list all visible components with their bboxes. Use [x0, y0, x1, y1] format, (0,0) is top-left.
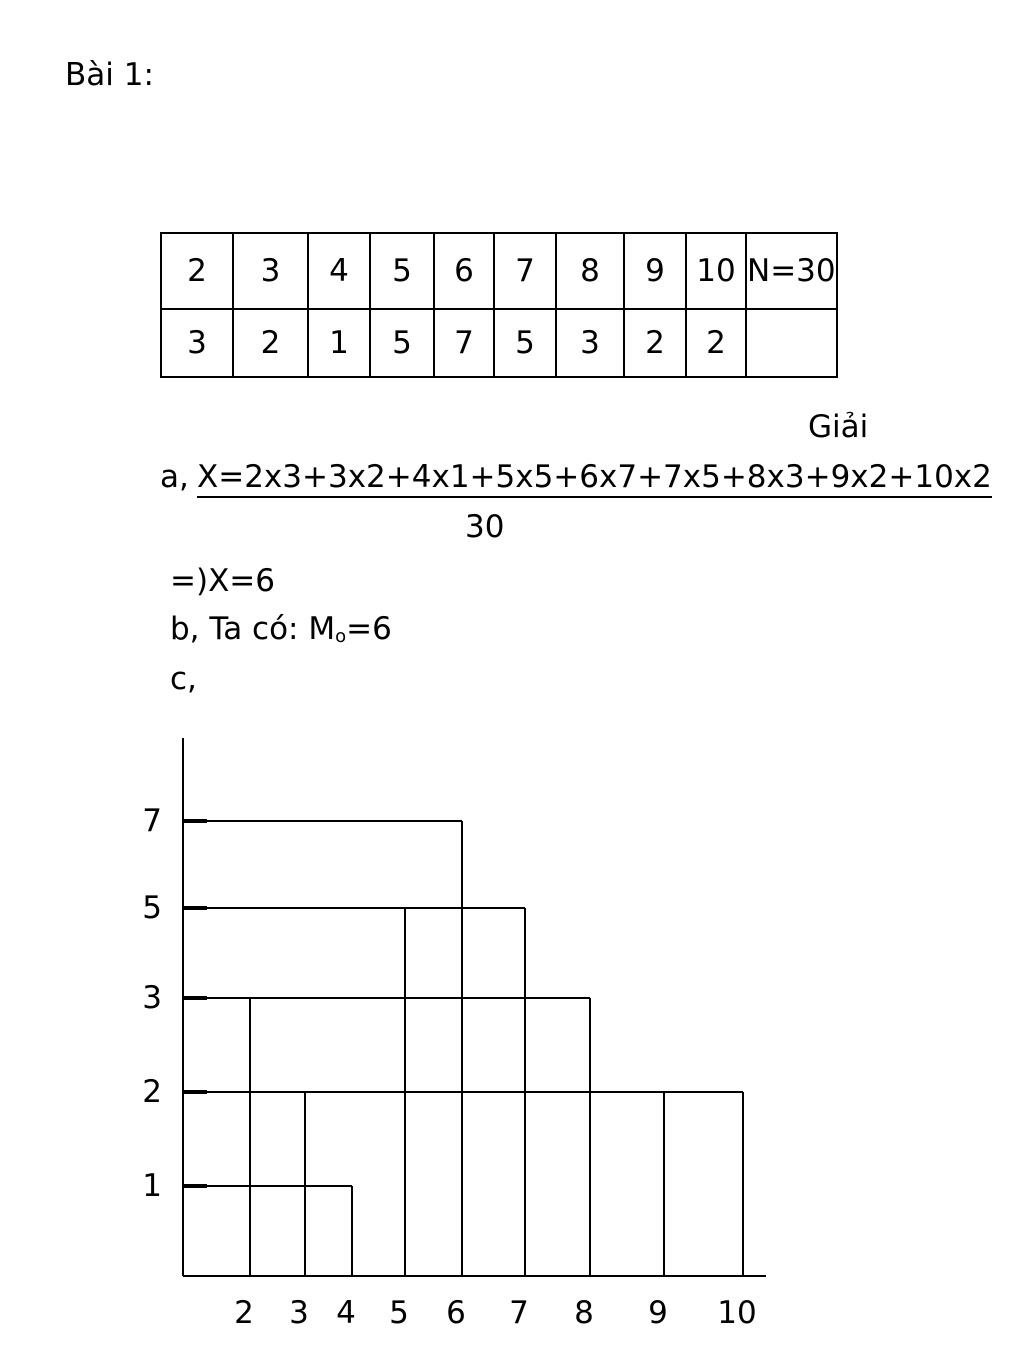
x-tick-label: 9 [648, 1295, 668, 1331]
part-a-label: a, [160, 459, 189, 495]
mean-formula-denominator: 30 [465, 509, 505, 545]
mean-result: =)X=6 [170, 563, 276, 599]
table-cell-value: 2 [161, 233, 233, 309]
table-cell-frequency: 3 [556, 309, 624, 377]
x-tick-label: 4 [336, 1295, 356, 1331]
table-cell-frequency: 3 [161, 309, 233, 377]
table-cell-value: 4 [308, 233, 370, 309]
table-cell-value: 10 [686, 233, 746, 309]
solution-heading: Giải [808, 409, 869, 445]
table-cell-value: 3 [233, 233, 308, 309]
mean-formula-numerator: X=2x3+3x2+4x1+5x5+6x7+7x5+8x3+9x2+10x2 [197, 462, 992, 498]
table-cell-value: 5 [370, 233, 434, 309]
y-tick-marks [183, 821, 207, 1186]
x-tick-labels [234, 1295, 757, 1331]
y-tick-label: 2 [142, 1074, 162, 1110]
table-cell-frequency: 1 [308, 309, 370, 377]
table-cell-frequency: 2 [233, 309, 308, 377]
x-tick-label: 5 [389, 1295, 409, 1331]
y-tick-label: 7 [142, 803, 162, 839]
table-cell-value: 9 [624, 233, 686, 309]
mode-prefix: b, Ta có: M [170, 611, 336, 647]
part-c-label: c, [170, 661, 197, 697]
table-cell-frequency: 5 [370, 309, 434, 377]
mode-suffix: =6 [346, 611, 392, 647]
table-cell-frequency: 7 [434, 309, 494, 377]
x-tick-label: 3 [289, 1295, 309, 1331]
x-tick-label: 6 [446, 1295, 466, 1331]
chart-bars [250, 821, 743, 1276]
table-cell-value: 7 [494, 233, 556, 309]
x-tick-label: 8 [574, 1295, 594, 1331]
table-cell-frequency: 5 [494, 309, 556, 377]
x-tick-label: 10 [717, 1295, 757, 1331]
mode-subscript: o [335, 626, 347, 647]
exercise-title: Bài 1: [65, 57, 154, 93]
y-tick-label: 5 [142, 890, 162, 926]
y-tick-label: 1 [142, 1168, 162, 1204]
y-tick-labels [142, 803, 162, 1204]
table-cell-frequency: 2 [686, 309, 746, 377]
x-tick-label: 7 [509, 1295, 529, 1331]
table-cell-frequency: 2 [624, 309, 686, 377]
table-cell-total: N=30 [746, 233, 837, 309]
table-cell-value: 6 [434, 233, 494, 309]
table-cell-value: 8 [556, 233, 624, 309]
y-tick-label: 3 [142, 980, 162, 1016]
x-tick-label: 2 [234, 1295, 254, 1331]
